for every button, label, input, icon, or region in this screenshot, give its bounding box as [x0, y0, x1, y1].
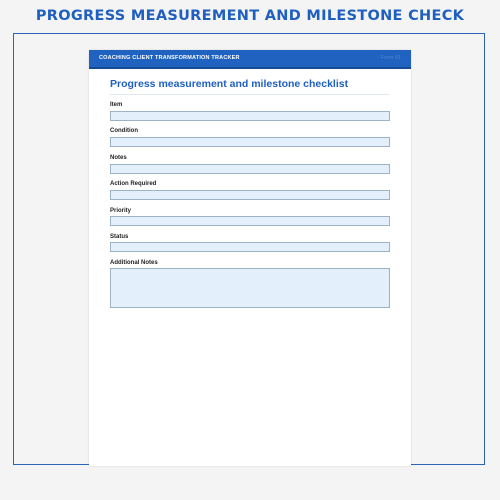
field-label-notes: Notes	[110, 155, 127, 161]
item-field[interactable]	[110, 111, 390, 121]
form-page	[89, 50, 411, 466]
field-label-priority: Priority	[110, 208, 132, 214]
field-label-condition: Condition	[110, 128, 138, 134]
field-label-item: Item	[110, 102, 123, 108]
form-header-code: Form 01	[380, 55, 401, 61]
field-label-status: Status	[110, 234, 129, 240]
document-title: Progress measurement and milestone checklist	[110, 78, 349, 90]
field-label-action-required: Action Required	[110, 181, 157, 187]
field-label-additional-notes: Additional Notes	[110, 260, 158, 266]
action-required-field[interactable]	[110, 190, 390, 200]
additional-notes-field[interactable]	[110, 268, 390, 308]
title-divider	[110, 94, 390, 95]
page-banner-title: PROGRESS MEASUREMENT AND MILESTONE CHECK	[35, 8, 465, 24]
priority-field[interactable]	[110, 216, 390, 226]
form-header-title: COACHING CLIENT TRANSFORMATION TRACKER	[99, 55, 240, 61]
form-header-bar	[89, 50, 411, 69]
notes-field[interactable]	[110, 164, 390, 174]
condition-field[interactable]	[110, 137, 390, 147]
status-field[interactable]	[110, 242, 390, 252]
